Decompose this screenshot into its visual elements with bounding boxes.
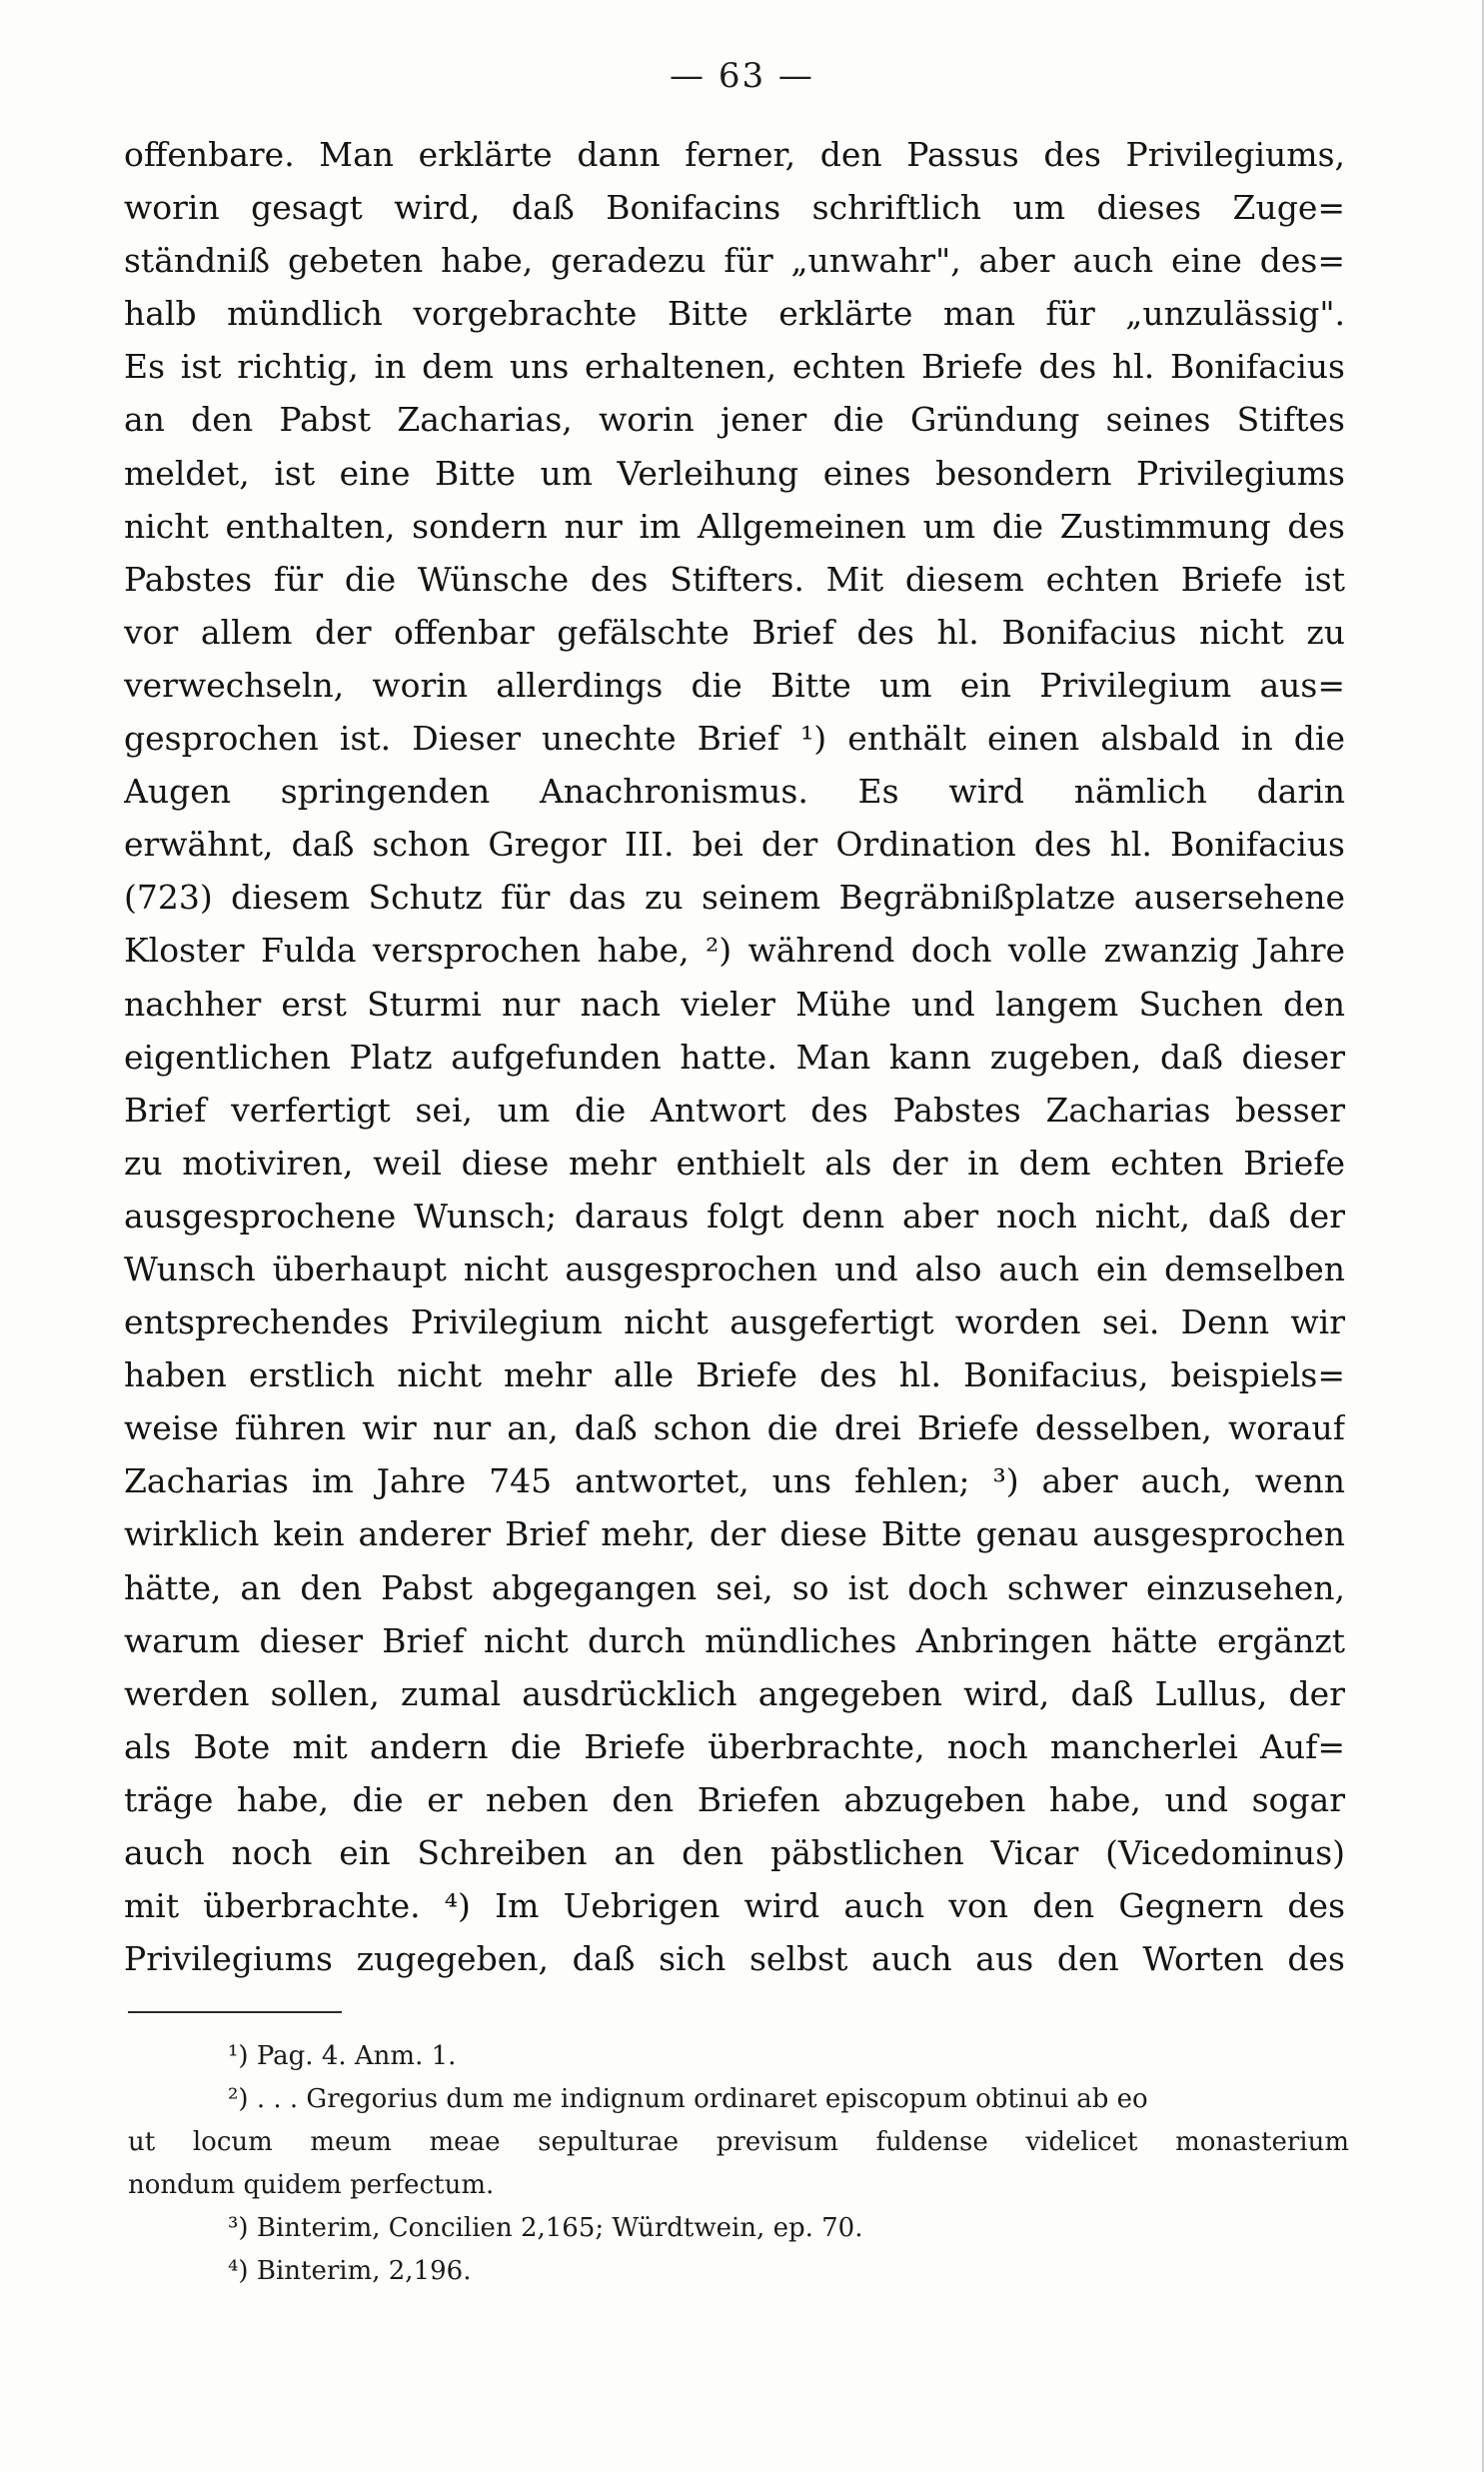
text-line: gesprochen ist. Dieser unechte Brief ¹) enthält einen alsbald in die	[124, 719, 1345, 759]
footnote-4: ⁴) Binterim, 2,196.	[228, 2256, 472, 2286]
text-line: Brief verfertigt sei, um die Antwort des Pabstes Zacharias besser	[124, 1090, 1345, 1130]
text-line: verwechseln, worin allerdings die Bitte um ein Privilegium aus=	[124, 665, 1345, 705]
text-line: eigentlichen Platz aufgefunden hatte. Man kann zugeben, daß dieser	[124, 1037, 1345, 1077]
text-line: Pabstes für die Wünsche des Stifters. Mit diesem echten Briefe ist	[124, 559, 1345, 599]
text-line: an den Pabst Zacharias, worin jener die Gründung seines Stiftes	[124, 400, 1345, 440]
text-line: (723) diesem Schutz für das zu seinem Begräbnißplatze ausersehene	[124, 878, 1345, 918]
text-line: offenbare. Man erklärte dann ferner, den Passus des Privilegiums,	[124, 135, 1345, 174]
text-line: halb mündlich vorgebrachte Bitte erklärte man für „unzulässig".	[124, 294, 1345, 334]
footnotes	[128, 2035, 1349, 2293]
footnote-2: ²) . . . Gregorius dum me indignum ordinaret episcopum obtinui ab eo	[228, 2084, 1148, 2114]
text-line: werden sollen, zumal ausdrücklich angegeben wird, daß Lullus, der	[124, 1673, 1345, 1713]
text-line: als Bote mit andern die Briefe überbrachte, noch mancherlei Auf=	[124, 1726, 1345, 1766]
text-line: weise führen wir nur an, daß schon die drei Briefe desselben, worauf	[124, 1408, 1345, 1448]
footnote-2-continued: ut locum meum meae sepulturae previsum fuldense videlicet monasterium	[128, 2127, 1349, 2157]
text-line: haben erstlich nicht mehr alle Briefe des hl. Bonifacius, beispiels=	[124, 1355, 1345, 1395]
page-number: — 63 —	[670, 56, 814, 96]
text-line: warum dieser Brief nicht durch mündliches Anbringen hätte ergänzt	[124, 1620, 1345, 1660]
text-line: Es ist richtig, in dem uns erhaltenen, echten Briefe des hl. Bonifacius	[124, 347, 1345, 387]
text-line: nicht enthalten, sondern nur im Allgemeinen um die Zustimmung des	[124, 506, 1345, 546]
text-line: entsprechendes Privilegium nicht ausgefertigt worden sei. Denn wir	[124, 1302, 1345, 1342]
text-line: erwähnt, daß schon Gregor III. bei der Ordination des hl. Bonifacius	[124, 825, 1345, 865]
footnote-divider	[128, 2011, 342, 2013]
text-line: worin gesagt wird, daß Bonifacins schriftlich um dieses Zuge=	[124, 188, 1345, 228]
text-line: Augen springenden Anachronismus. Es wird nämlich darin	[124, 772, 1345, 812]
text-line: nachher erst Sturmi nur nach vieler Mühe und langem Suchen den	[124, 984, 1345, 1024]
text-line: träge habe, die er neben den Briefen abzugeben habe, und sogar	[124, 1779, 1345, 1819]
text-line: ausgesprochene Wunsch; daraus folgt denn aber noch nicht, daß der	[124, 1196, 1345, 1236]
text-line: ständniß gebeten habe, geradezu für „unwahr", aber auch eine des=	[124, 241, 1345, 281]
text-line: Wunsch überhaupt nicht ausgesprochen und also auch ein demselben	[124, 1248, 1345, 1288]
text-line: Zacharias im Jahre 745 antwortet, uns fehlen; ³) aber auch, wenn	[124, 1461, 1345, 1501]
footnote-3: ³) Binterim, Concilien 2,165; Würdtwein, ep. 70.	[228, 2213, 863, 2243]
text-line: hätte, an den Pabst abgegangen sei, so ist doch schwer einzusehen,	[124, 1567, 1345, 1607]
text-line: wirklich kein anderer Brief mehr, der diese Bitte genau ausgesprochen	[124, 1514, 1345, 1554]
footnote-2-end: nondum quidem perfectum.	[128, 2170, 495, 2200]
text-line: Privilegiums zugegeben, daß sich selbst auch aus den Worten des	[124, 1939, 1345, 1979]
text-line: vor allem der offenbar gefälschte Brief des hl. Bonifacius nicht zu	[124, 612, 1345, 652]
text-line: meldet, ist eine Bitte um Verleihung eines besondern Privilegiums	[124, 453, 1345, 493]
main-text	[124, 128, 1345, 1985]
text-line: Kloster Fulda versprochen habe, ²) während doch volle zwanzig Jahre	[124, 931, 1345, 971]
footnote-1: ¹) Pag. 4. Anm. 1.	[228, 2041, 457, 2071]
text-line: zu motiviren, weil diese mehr enthielt als der in dem echten Briefe	[124, 1143, 1345, 1183]
text-line: mit überbrachte. ⁴) Im Uebrigen wird auch von den Gegnern des	[124, 1886, 1345, 1926]
text-line: auch noch ein Schreiben an den päbstlichen Vicar (Vicedominus)	[124, 1833, 1345, 1872]
